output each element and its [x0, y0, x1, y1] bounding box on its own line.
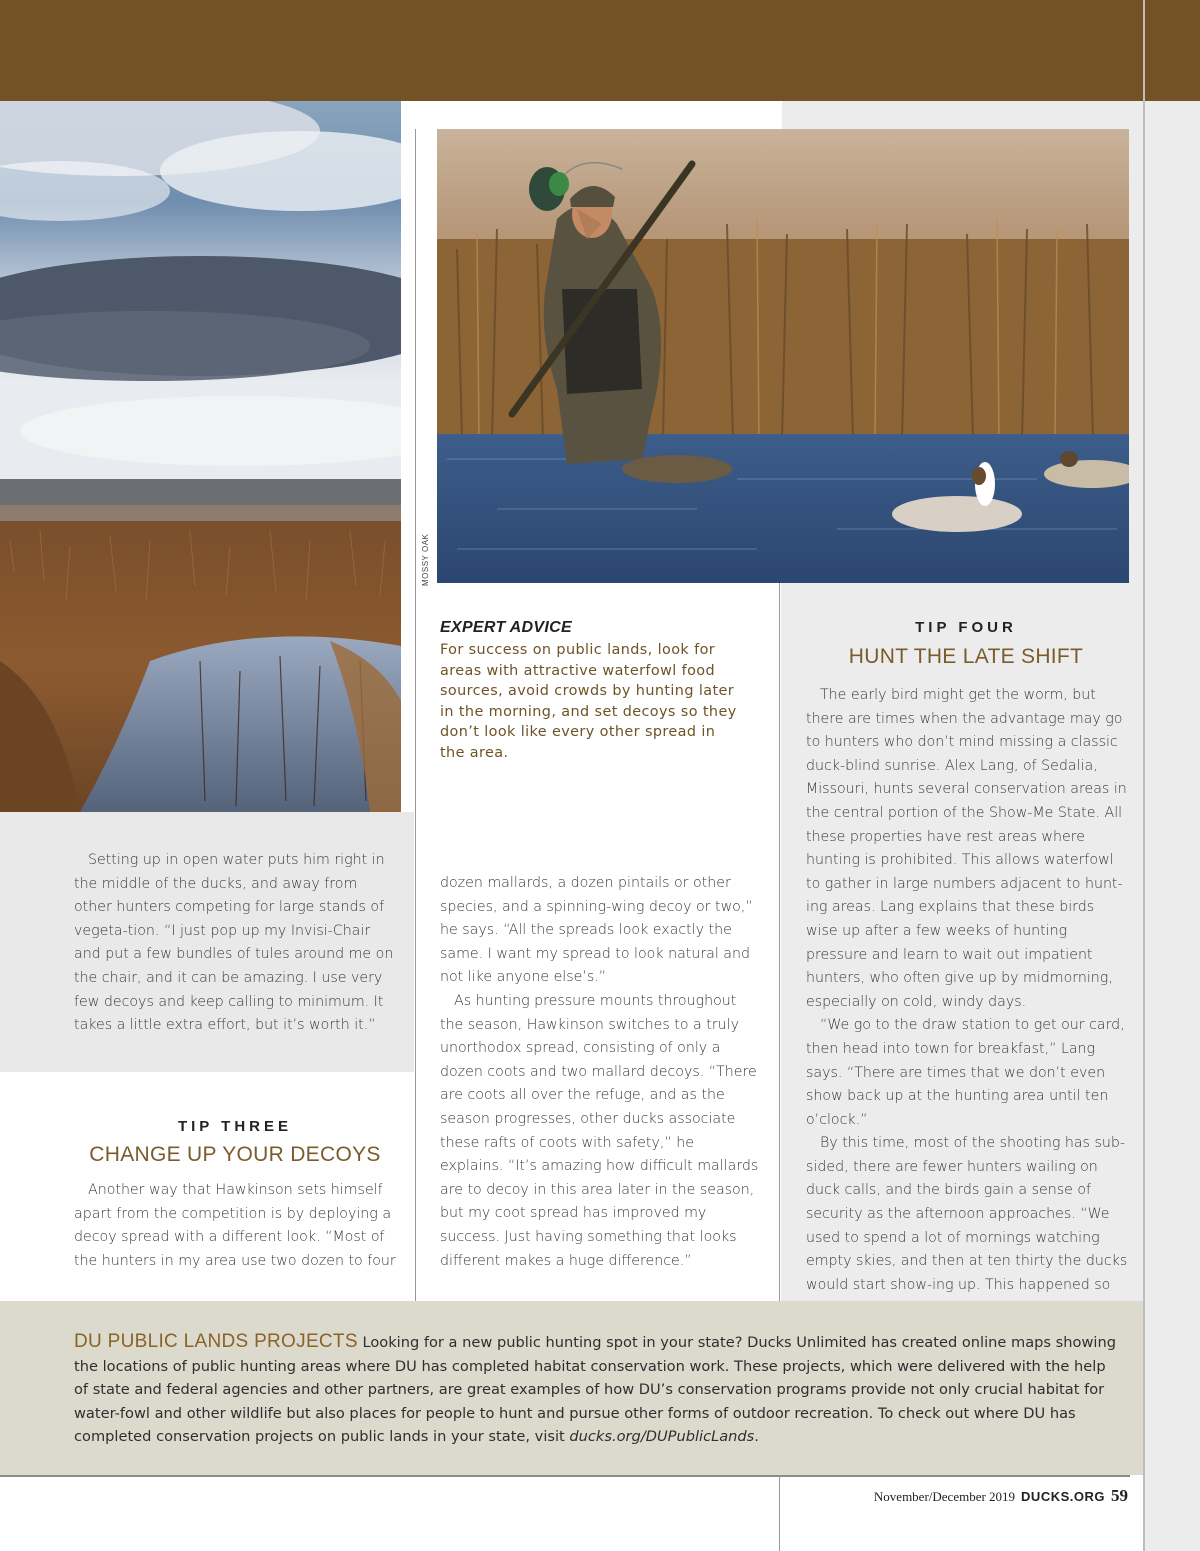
footer-divider	[779, 1477, 780, 1551]
photo-top-mat	[414, 101, 782, 129]
paragraph: The early bird might get the worm, but there are times when the advantage may go to hunters who don’t mind missing a classic duck-blind sunrise. Alex Lang, of Sedalia, Missouri, hunts several conservation areas in the central portion of the Show-Me State. All these properties have rest areas where hunting is prohibited. This allows waterfowl to gather in large numbers adjacent to hunt-ing areas. Lang explains that these birds wise up after a few weeks of hunting pressure and learn to wait out impatient hunters, who often give up by midmorning, especially on cold, windy days.	[806, 687, 1127, 1010]
column-divider-left	[415, 129, 416, 1301]
paragraph: dozen mallards, a dozen pintails or other species, and a spinning-wing decoy or two,” he says. “All the spreads look exactly the same. I want my spread to look natural and not like anyone else’s.”	[440, 875, 753, 986]
page-number: 59	[1111, 1486, 1128, 1505]
tip-four-text	[806, 684, 1128, 1321]
tip-three-heading: CHANGE UP YOUR DECOYS	[89, 1143, 381, 1166]
expert-advice-text: For success on public lands, look for areas with attractive waterfowl food sources, avoid crowds by hunting later in the morning, and set decoys so they don’t look like every other spread in the area.	[440, 642, 737, 761]
tip-four-label: TIP FOUR	[915, 619, 1017, 636]
page-footer	[874, 1486, 1128, 1506]
right-margin-panel	[1145, 101, 1200, 1551]
paragraph: “We go to the draw station to get our card, then head into town for breakfast,” Lang says. “There are times that we don’t even show back up at the hunting area until ten o’clock.”	[806, 1017, 1125, 1128]
du-public-lands-body: Looking for a new public hunting spot in your state? Ducks Unlimited has created online maps showing the locations of public hunting areas where DU has completed habitat conservation work. These projects, which were delivered with the help of state and federal agencies and other partners, are great examples of how DU’s conservation programs provide not only crucial habitat for water-fowl and other wildlife but also places for people to hunt and pursue other forms of outdoor recreation. To check out where DU has completed conservation projects on public lands in your state, visit	[74, 1334, 1116, 1446]
middle-column-text	[440, 872, 760, 1273]
tip-three-text	[74, 1179, 396, 1273]
tip-three-label: TIP THREE	[177, 1118, 293, 1135]
du-public-lands-link[interactable]: ducks.org/DUPublicLands	[569, 1428, 755, 1446]
hunter-photo	[437, 129, 1129, 583]
issue-date: November/December 2019	[873, 1489, 1016, 1504]
du-public-lands-title: DU PUBLIC LANDS PROJECTS	[74, 1331, 358, 1352]
landscape-photo	[0, 101, 401, 812]
top-color-band-edge	[1145, 0, 1200, 101]
photo-credit: MOSSY OAK	[421, 533, 430, 586]
paragraph: As hunting pressure mounts throughout the season, Hawkinson switches to a truly unorthodox spread, consisting of only a dozen coots and two mallard decoys. “There are coots all over the refuge, and as the season progresses, other ducks associate these rafts of coots with safety,” he explains. “It’s amazing how difficult mallards are to decoy in this area later in the season, but my coot spread has improved my success. Just having something that looks different makes a huge difference.”	[440, 992, 759, 1269]
left-column-text	[74, 849, 396, 1038]
expert-advice-title: EXPERT ADVICE	[440, 619, 572, 636]
column-divider-right	[779, 583, 780, 1301]
tip-four-heading: HUNT THE LATE SHIFT	[848, 645, 1084, 668]
paragraph: By this time, most of the shooting has sub-sided, there are fewer hunters wailing on duck calls, and the birds gain a sense of security as the afternoon approaches. “We used to spend a lot of mornings watching empty skies, and then at ten thirty the ducks would start show-ing up. This happened so	[806, 1135, 1128, 1293]
du-box-rule	[0, 1475, 1130, 1477]
paragraph: Setting up in open water puts him right in the middle of the ducks, and away from other hunters competing for large stands of vegeta-tion. “I just pop up my Invisi-Chair and put a few bundles of tules around me on the chair, and it can be amazing. I use very few decoys and keep calling to minimum. It takes a little extra effort, but it’s worth it.”	[74, 852, 394, 1034]
paragraph: Another way that Hawkinson sets himself apart from the competition is by deploying a decoy spread with a different look. “Most of the hunters in my area use two dozen to four	[74, 1182, 396, 1269]
du-public-lands-text	[74, 1330, 1124, 1449]
top-color-band	[0, 0, 1143, 101]
site-name: DUCKS.ORG	[1021, 1489, 1105, 1504]
du-public-lands-end: .	[754, 1428, 759, 1446]
